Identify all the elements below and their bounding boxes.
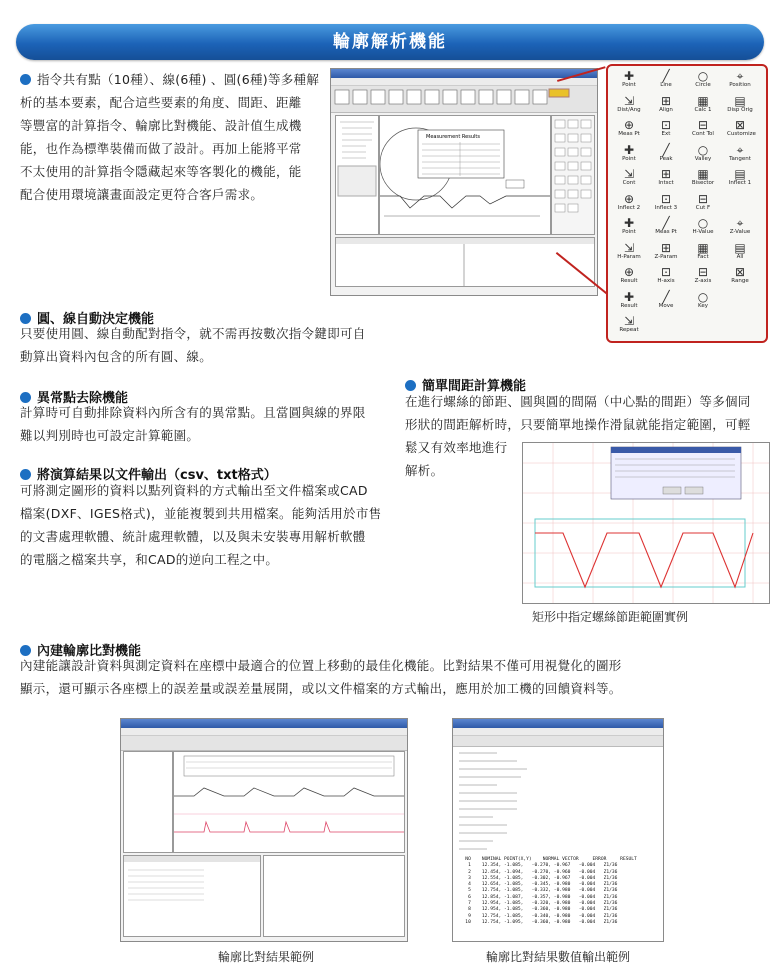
command-button[interactable] bbox=[727, 95, 753, 113]
section3-line: 計算時可自動排除資料內所含有的異常點。且當圓與線的界限 bbox=[20, 405, 366, 420]
command-icon: ▦ bbox=[697, 93, 709, 108]
command-label: Key bbox=[698, 302, 708, 309]
command-button[interactable] bbox=[690, 266, 716, 284]
numeric-output-row: 6 12.854, -1.087, -0.357, -0.980 -0.004 Z1/36 bbox=[457, 894, 618, 900]
command-label: Position bbox=[729, 82, 751, 88]
section5-heading: 簡單間距計算機能 bbox=[422, 379, 527, 394]
command-icon: ✚ bbox=[623, 289, 635, 304]
command-button[interactable] bbox=[653, 266, 679, 284]
command-label: H-axis bbox=[657, 278, 675, 284]
command-icon: ⌖ bbox=[736, 69, 744, 83]
command-label: Valley bbox=[694, 155, 712, 162]
command-button[interactable] bbox=[653, 119, 679, 137]
command-label: Point bbox=[622, 155, 636, 162]
graph-canvas bbox=[379, 115, 551, 235]
section4-line: 的電腦之檔案共享，和CAD的逆向工程之中。 bbox=[20, 552, 279, 567]
command-button[interactable] bbox=[653, 217, 679, 235]
command-label: Align bbox=[659, 106, 673, 113]
command-button[interactable] bbox=[690, 144, 716, 162]
section1-line: 析的基本要素，配合這些要素的角度、間距、距離 bbox=[20, 95, 302, 110]
command-icon: ▤ bbox=[734, 240, 746, 255]
command-button[interactable] bbox=[616, 266, 642, 284]
tree-pane bbox=[335, 115, 379, 235]
bottom-pane bbox=[335, 237, 595, 287]
window-toolbar bbox=[453, 736, 663, 747]
section1-line: 能，也作為標準裝備而做了設計。再加上能將平常 bbox=[20, 141, 302, 156]
command-icon: ⇲ bbox=[623, 93, 635, 108]
command-icon: ○ bbox=[697, 142, 709, 157]
section5-line: 形狀的間距解析時，只要簡單地操作滑鼠就能指定範圍，可輕 bbox=[405, 417, 751, 432]
command-icon: ⊡ bbox=[660, 118, 672, 132]
numeric-output-screenshot bbox=[452, 718, 664, 942]
section4-line: 可將測定圖形的資料以點列資料的方式輸出至文件檔案或CAD bbox=[20, 483, 368, 498]
command-label: Customize bbox=[727, 131, 756, 137]
command-button[interactable] bbox=[616, 291, 642, 309]
command-button[interactable] bbox=[727, 70, 753, 88]
section4-heading: 將演算結果以文件輸出（csv、txt格式） bbox=[37, 468, 277, 483]
command-button[interactable] bbox=[616, 217, 642, 235]
command-icon: ╱ bbox=[662, 69, 670, 83]
section3-text bbox=[20, 401, 400, 447]
tree-pane bbox=[123, 751, 173, 853]
command-icon: ▦ bbox=[697, 167, 709, 181]
numeric-output-row: 9 12.754, -1.085, -0.340, -0.980 -0.004 Z1/36 bbox=[457, 913, 618, 919]
command-icon: ✚ bbox=[623, 216, 635, 230]
command-icon: ▤ bbox=[734, 167, 746, 181]
command-button[interactable] bbox=[690, 291, 716, 309]
command-label: Point bbox=[622, 229, 636, 235]
command-button[interactable] bbox=[727, 168, 753, 186]
window-toolbar bbox=[121, 736, 407, 751]
command-button[interactable] bbox=[616, 70, 642, 88]
command-button[interactable] bbox=[690, 217, 716, 235]
command-label: Dist/Ang bbox=[617, 106, 641, 113]
command-label: Z-Value bbox=[729, 229, 751, 235]
command-icon: ⌖ bbox=[736, 142, 744, 157]
command-icon: ⊕ bbox=[623, 118, 635, 132]
results-grid bbox=[263, 855, 405, 937]
numeric-caption: 輪廓比對結果數值輸出範例 bbox=[486, 950, 631, 964]
command-label: Peak bbox=[659, 155, 673, 162]
command-icon: ⊟ bbox=[697, 265, 709, 279]
command-label: Disp Orig bbox=[727, 106, 753, 113]
command-button[interactable] bbox=[653, 95, 679, 113]
numeric-output-row: 2 12.454, -1.094, -0.270, -0.960 -0.004 Z1/36 bbox=[457, 869, 618, 875]
section1-line: 配合使用環境讓畫面設定更符合客戶需求。 bbox=[20, 187, 264, 202]
command-icon: ⇲ bbox=[623, 167, 635, 181]
command-label: Point bbox=[622, 82, 636, 88]
command-icon: ⊕ bbox=[623, 265, 635, 279]
command-icon: ╱ bbox=[662, 289, 670, 304]
command-label: H-Param bbox=[617, 253, 641, 260]
command-label: Inflect 2 bbox=[617, 204, 641, 211]
command-button[interactable] bbox=[653, 70, 679, 88]
command-label: Intsct bbox=[658, 180, 674, 186]
section4-line: 的文書處理軟體、統計處理軟體，以及與未安裝專用解析軟體 bbox=[20, 529, 366, 544]
section2-line: 只要使用圓、線自動配對指令，就不需再按數次指令鍵即可自 bbox=[20, 326, 366, 341]
window-titlebar bbox=[121, 719, 407, 728]
command-label: Line bbox=[660, 82, 672, 88]
section6-heading: 內建輪廓比對機能 bbox=[37, 644, 142, 659]
command-button[interactable] bbox=[727, 118, 756, 137]
section5-line: 鬆又有效率地進行 bbox=[405, 440, 508, 455]
contour-compare-screenshot bbox=[120, 718, 408, 942]
command-icon: ⇲ bbox=[623, 314, 635, 328]
command-button[interactable] bbox=[616, 95, 642, 113]
command-icon: ▤ bbox=[734, 93, 746, 108]
command-button[interactable] bbox=[616, 168, 642, 186]
command-icon: ⊞ bbox=[660, 167, 672, 181]
command-button[interactable] bbox=[727, 242, 753, 260]
command-button[interactable] bbox=[616, 242, 642, 260]
command-button[interactable] bbox=[690, 242, 716, 260]
command-label: Cont bbox=[622, 180, 636, 186]
numeric-output-body bbox=[457, 747, 657, 937]
section1-text bbox=[20, 68, 330, 206]
section3-heading: 異常點去除機能 bbox=[37, 391, 129, 406]
section2-heading: 圓、線自動決定機能 bbox=[37, 312, 155, 327]
section6-text bbox=[20, 654, 760, 700]
section1-line: 不太使用的計算指令隱藏起來等客製化的機能，能 bbox=[20, 164, 302, 179]
command-label: Inflect 3 bbox=[654, 204, 678, 211]
command-label: Meas Pt bbox=[618, 131, 640, 137]
numeric-output-row: 3 12.554, -1.085, -0.302, -0.967 -0.004 Z1/36 bbox=[457, 875, 618, 881]
section6-line: 內建能讓設計資料與測定資料在座標中最適合的位置上移動的最佳化機能。比對結果不僅可用視覺化的圖形 bbox=[20, 658, 622, 673]
command-label: Bisector bbox=[691, 180, 715, 186]
command-panel bbox=[606, 64, 768, 343]
numeric-output-row: 10 12.754, -1.095, -0.360, -0.980 -0.004 Z1/36 bbox=[457, 919, 618, 925]
command-label: H-Value bbox=[692, 229, 714, 235]
command-label: Cont Tol bbox=[692, 131, 714, 137]
command-label: Meas Pt bbox=[655, 229, 677, 235]
command-icon: ⊞ bbox=[660, 240, 672, 255]
pitch-screenshot bbox=[522, 442, 770, 604]
command-button[interactable] bbox=[653, 242, 679, 260]
compare-caption: 輪廓比對結果範例 bbox=[218, 950, 315, 964]
section5-line: 在進行螺絲的節距、圓與圓的間隔（中心點的間距）等多個同 bbox=[405, 394, 751, 409]
command-label: Move bbox=[658, 302, 674, 309]
measurement-results-label: Measurement Results bbox=[426, 134, 480, 140]
command-icon: ⊡ bbox=[660, 191, 672, 206]
command-icon: ○ bbox=[697, 289, 709, 304]
section3-line: 難以判別時也可設定計算範圍。 bbox=[20, 428, 200, 443]
command-button[interactable] bbox=[690, 119, 716, 137]
window-titlebar bbox=[331, 69, 597, 78]
numeric-output-rows bbox=[457, 863, 657, 926]
command-icon: ○ bbox=[697, 69, 709, 83]
command-button[interactable] bbox=[727, 144, 753, 162]
section5-line: 解析。 bbox=[405, 463, 444, 478]
command-icon: ✚ bbox=[623, 69, 635, 83]
section4-line: 檔案(DXF、IGES格式)，並能複製到共用檔案。能夠活用於市售 bbox=[20, 506, 382, 521]
window-menubar bbox=[121, 728, 407, 736]
software-screenshot-main bbox=[330, 68, 598, 296]
window-menubar bbox=[453, 728, 663, 736]
numeric-output-row: 8 12.954, -1.085, -0.360, -0.980 -0.004 Z1/36 bbox=[457, 907, 618, 913]
command-label: All bbox=[736, 253, 744, 260]
command-button[interactable] bbox=[727, 217, 753, 235]
command-button[interactable] bbox=[616, 193, 642, 211]
command-label: Ext bbox=[661, 131, 671, 137]
command-icon: ▦ bbox=[697, 240, 709, 255]
toolbar-icons bbox=[331, 86, 597, 112]
bullet-icon bbox=[20, 74, 31, 85]
numeric-output-row: 4 12.654, -1.085, -0.345, -0.980 -0.004 Z1/36 bbox=[457, 882, 618, 888]
command-icon: ⊞ bbox=[660, 93, 672, 108]
command-icon: ✚ bbox=[623, 142, 635, 157]
command-button[interactable] bbox=[690, 95, 716, 113]
command-icon: ⊠ bbox=[734, 265, 746, 279]
numeric-output-row: 7 12.954, -1.085, -0.320, -0.980 -0.004 Z1/36 bbox=[457, 901, 618, 907]
command-icon: ⊟ bbox=[697, 191, 709, 206]
command-label: Fact bbox=[697, 253, 709, 260]
command-label: Result bbox=[620, 302, 638, 309]
section4-text bbox=[20, 479, 400, 571]
command-label: Z-Param bbox=[654, 253, 678, 260]
command-label: Tangent bbox=[729, 155, 751, 162]
command-strip bbox=[551, 115, 595, 235]
command-button[interactable] bbox=[690, 70, 716, 88]
banner-title: 輪廓解析機能 bbox=[333, 32, 447, 52]
command-label: Circle bbox=[695, 82, 711, 88]
results-list bbox=[123, 855, 261, 937]
title-banner bbox=[16, 24, 764, 60]
command-icon: ╱ bbox=[662, 142, 670, 157]
command-label: Inflect 1 bbox=[728, 180, 752, 186]
command-button[interactable] bbox=[653, 193, 679, 211]
command-icon: ⊕ bbox=[623, 191, 635, 206]
command-icon: ⇲ bbox=[623, 240, 635, 255]
numeric-output-row: 5 12.754, -1.085, -0.332, -0.980 -0.004 Z1/36 bbox=[457, 888, 618, 894]
numeric-output-row: 1 12.354, -1.085, -0.270, -0.967 -0.004 Z1/36 bbox=[457, 863, 618, 869]
window-toolbar bbox=[331, 86, 597, 113]
command-button[interactable] bbox=[690, 168, 716, 186]
section6-line: 顯示，還可顯示各座標上的誤差量或誤差量展開，或以文件檔案的方式輸出，應用於加工機的回饋資料等。 bbox=[20, 681, 622, 696]
command-button[interactable] bbox=[653, 291, 679, 309]
command-icon: ⊠ bbox=[734, 118, 746, 132]
command-label: Z-axis bbox=[694, 278, 712, 284]
command-icon: ⊡ bbox=[660, 265, 672, 279]
pitch-caption: 矩形中指定螺絲節距範圍實例 bbox=[532, 610, 689, 624]
command-icon: ⊟ bbox=[697, 118, 709, 132]
command-button[interactable] bbox=[653, 168, 679, 186]
numeric-output-header: NO NOMINAL POINT(X,Y) NORMAL VECTOR ERROR RESULT bbox=[457, 857, 637, 862]
section2-line: 動算出資料內包含的所有圓、線。 bbox=[20, 349, 213, 364]
command-button[interactable] bbox=[727, 266, 753, 284]
command-icon: ⌖ bbox=[736, 216, 744, 230]
command-icon: ○ bbox=[697, 216, 709, 230]
command-button[interactable] bbox=[616, 144, 642, 162]
section1-line: 指令共有點（10種）、線(6種) 、圓(6種)等多種解 bbox=[37, 72, 320, 87]
numeric-output-preamble bbox=[457, 747, 657, 857]
section1-line: 等豐富的計算指令、輪廓比對機能、設計值生成機 bbox=[20, 118, 302, 133]
section2-text bbox=[20, 322, 400, 368]
command-label: Result bbox=[620, 278, 638, 284]
command-label: Range bbox=[731, 278, 749, 284]
command-icon: ╱ bbox=[662, 216, 670, 230]
command-label: Calc 1 bbox=[694, 106, 712, 113]
window-titlebar bbox=[453, 719, 663, 728]
command-button[interactable] bbox=[690, 193, 716, 211]
command-label: Cut F bbox=[695, 204, 711, 211]
command-button[interactable] bbox=[616, 119, 642, 137]
compare-canvas bbox=[173, 751, 405, 853]
command-button[interactable] bbox=[653, 144, 679, 162]
command-label: Repeat bbox=[619, 327, 639, 333]
command-button[interactable] bbox=[616, 315, 642, 333]
